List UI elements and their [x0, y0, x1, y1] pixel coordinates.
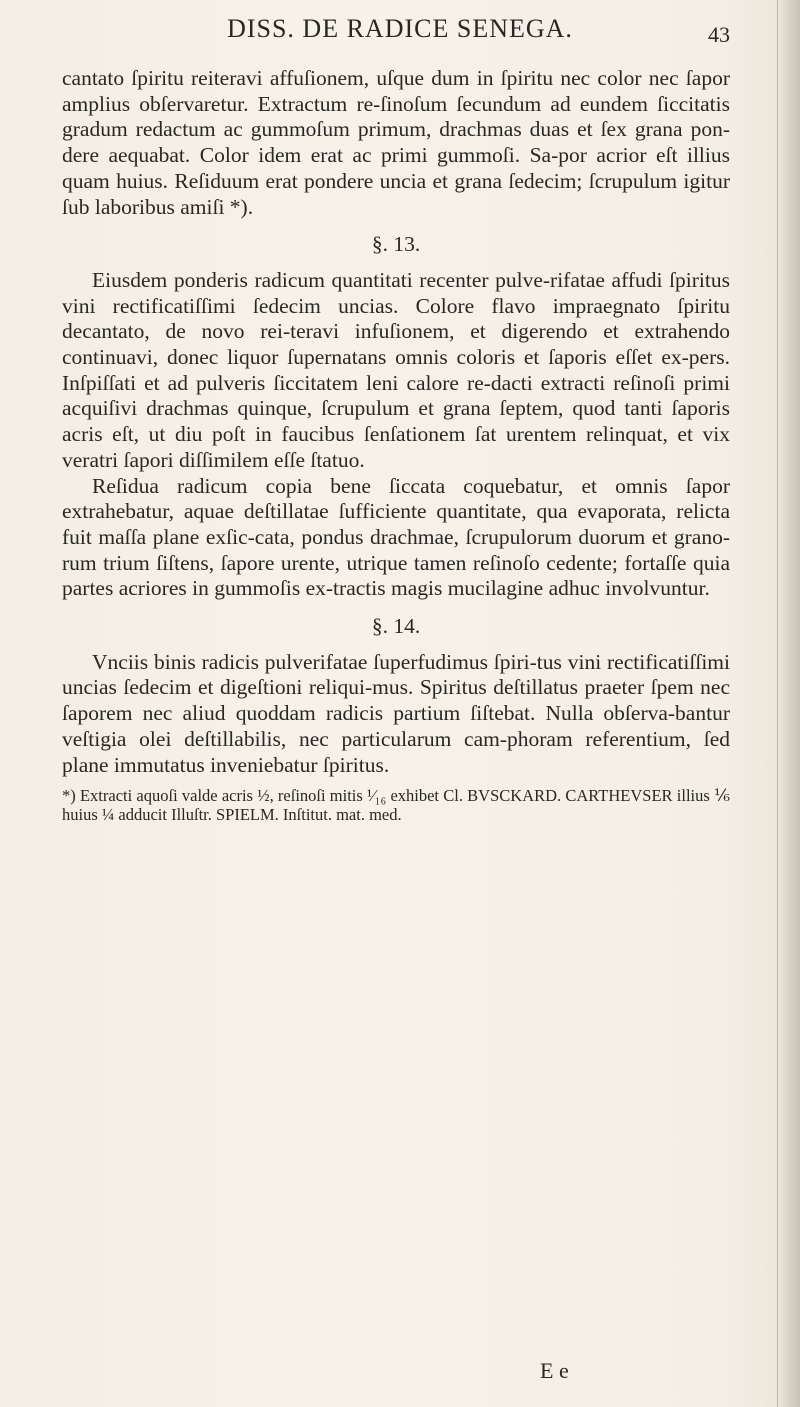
- paragraph: Vnciis binis radicis pulverifatae ſuperfudimus ſpiri-tus vini rectificatiſſimi uncias ſedecim et digeſtioni reliqui-mus. Spiritus deſtillatus praeter ſpem nec ſaporem nec aliud quoddam radicis partium ſiſtebat. Nulla obſerva-bantur veſtigia olei deſtillabilis, nec particularum cam-phoram referentium, ſed plane immutatus inveniebatur ſpiritus.: [62, 649, 730, 777]
- running-title: DISS. DE RADICE SENEGA.: [227, 14, 573, 43]
- footnote: *) Extracti aquoſi valde acris ½, reſinoſi mitis ¹⁄₁₆ exhibet Cl. BVSCKARD. CARTHEVSER illius ⅙ huius ¼ adducit Illuſtr. SPIELM. Inſtitut. mat. med.: [62, 786, 730, 825]
- paragraph: Reſidua radicum copia bene ſiccata coquebatur, et omnis ſapor extrahebatur, aquae deſtillatae ſufficiente quantitate, qua evaporata, relicta fuit maſſa plane exſic-cata, pondus drachmae, ſcrupulorum duorum et grano-rum trium ſiſtens, ſapore urente, utrique tamen reſinoſo cedente; fortaſſe quia partes acriores in gummoſis ex-tractis magis mucilagine adhuc involvuntur.: [62, 473, 730, 601]
- page-header: [130, 14, 730, 54]
- body-text: [62, 66, 730, 841]
- section-heading-13: §. 13.: [371, 232, 421, 257]
- paragraph: Eiusdem ponderis radicum quantitati recenter pulve-rifatae affudi ſpiritus vini rectificatiſſimi ſedecim uncias. Colore flavo impraegnato ſpiritu decantato, de novo rei-teravi infuſionem, et digerendo et extrahendo continuavi, donec liquor ſupernatans omnis coloris et ſaporis eſſet ex-pers. Inſpiſſati et ad pulveris ſiccitatem leni calore re-dacti extracti reſinoſi primi acquiſivi drachmas quinque, ſcrupulum et grana ſeptem, quod tanti ſaporis acris eſt, ut diu poſt in faucibus ſenſationem ſat urentem relinquat, et vix veratri ſapori diſſimilem eſſe ſtatuo.: [62, 267, 730, 472]
- catchword: E e: [540, 1358, 569, 1383]
- binding-edge: [777, 0, 800, 1407]
- paragraph-continued: cantato ſpiritu reiteravi affuſionem, uſque dum in ſpiritu nec color nec ſapor amplius obſervaretur. Extractum re-ſinoſum ſecundum ad eundem ſiccitatis gradum redactum ac gummoſum primum, drachmas duas et ſex grana pon-dere aequabat. Color idem erat ac primi gummoſi. Sa-por acrior eſt illius quam huius. Reſiduum erat pondere uncia et grana ſedecim; ſcrupulum igitur ſub laboribus amiſi *).: [62, 66, 730, 219]
- page-number: 43: [708, 22, 730, 47]
- section-heading-14: §. 14.: [371, 614, 421, 639]
